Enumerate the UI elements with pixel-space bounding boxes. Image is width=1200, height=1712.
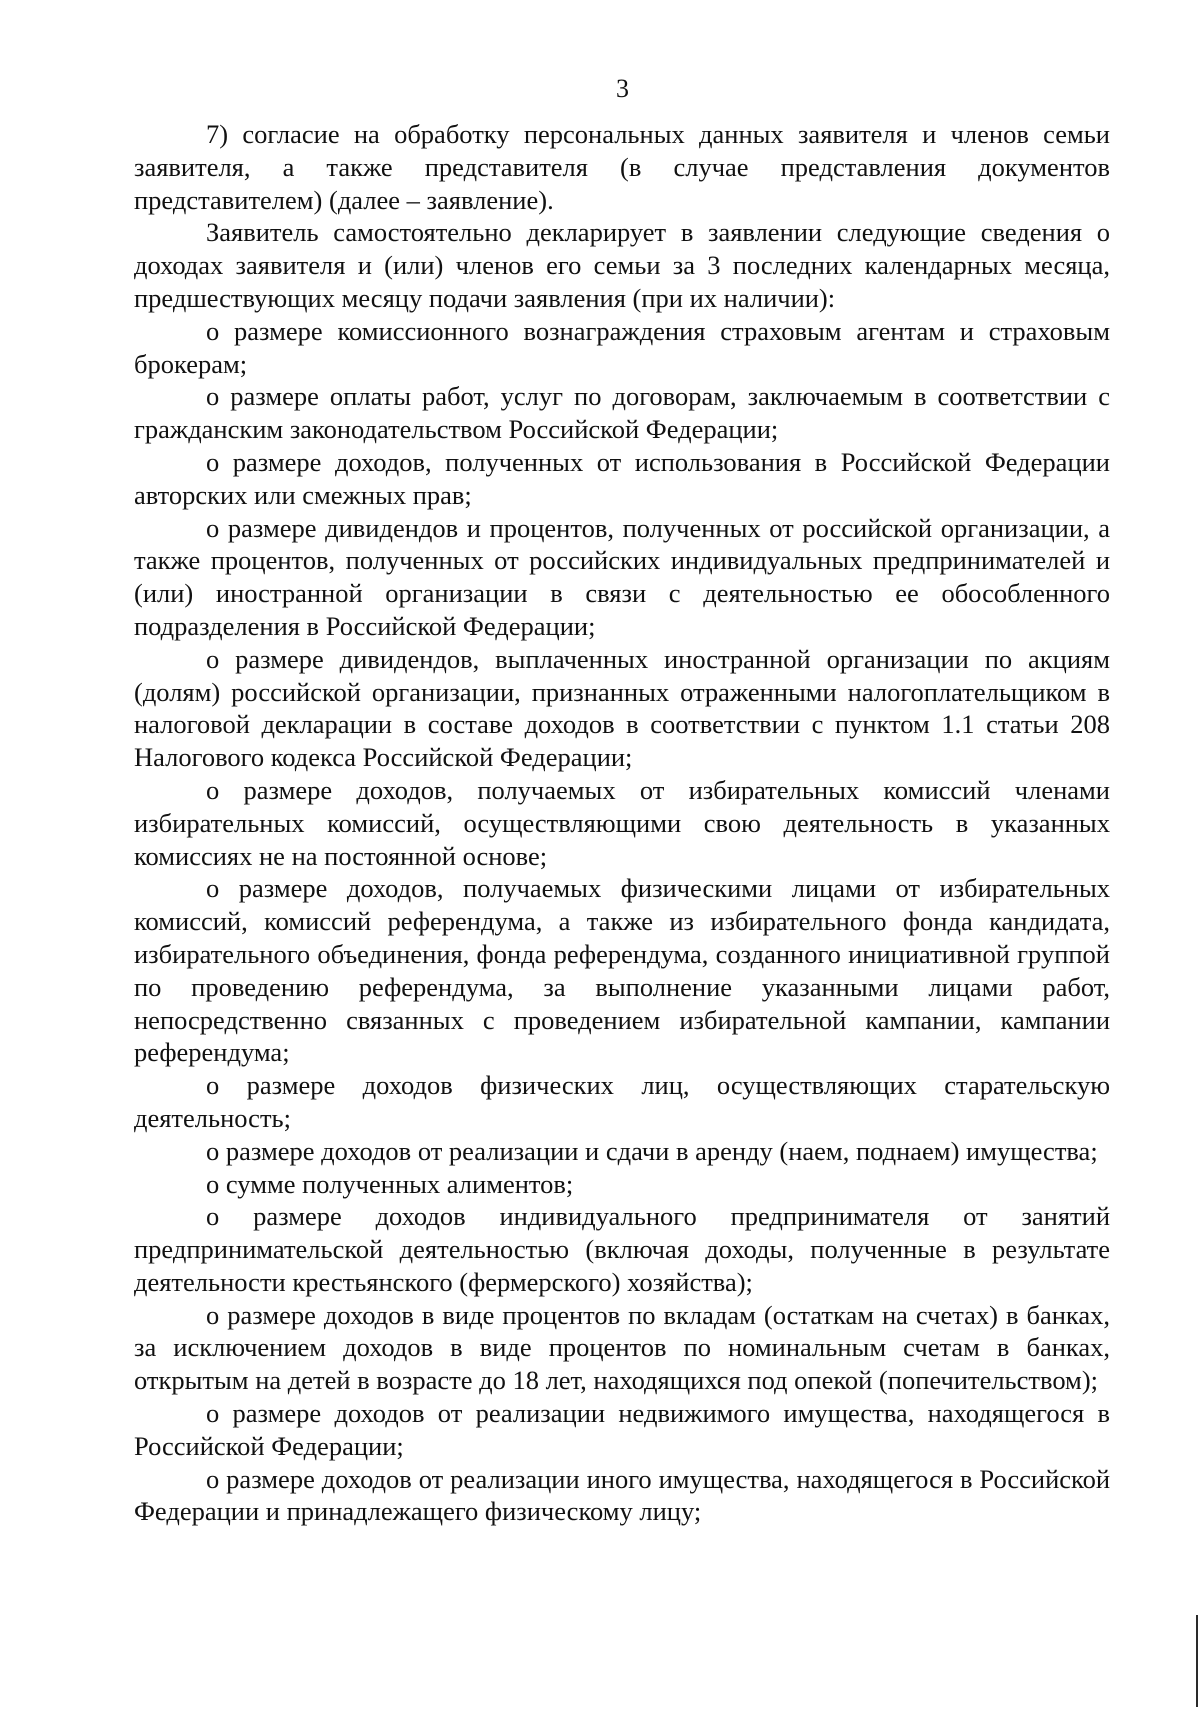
page-number: 3 [616,74,629,103]
list-item-property-rent: о размере доходов от реализации и сдачи в аренду (наем, поднаем) имущества; [206,1135,1098,1166]
list-item-bank-deposits: о размере доходов в виде процентов по вкладам (остаткам на счетах) в банках, за исключением доходов в виде процентов по номинальным счетам в банках, открытым на детей в возрасте до 18 лет, находящихся под опекой (попечительством); [134,1299,1110,1396]
list-item-alimony: о сумме полученных алиментов; [206,1168,574,1199]
list-item-election-works: о размере доходов, получаемых физическими лицами от избирательных комиссий, комиссий референдума, а также из избирательного фонда кандидата, избирательного объединения, фонда референдума, созданного инициативной группой по проведению референдума, за выполнение указанными лицами работ, непосредственно связанных с проведением избирательной кампании, кампании референдума; [134,873,1110,1068]
paragraph-income-declaration: Заявитель самостоятельно декларирует в заявлении следующие сведения о доходах заявителя и (или) членов его семьи за 3 последних календарных месяца, предшествующих месяцу подачи заявления (при их наличии): [134,217,1110,313]
list-item-dividends-interest: о размере дивидендов и процентов, полученных от российской организации, а также процентов, полученных от российских индивидуальных предпринимателей и (или) иностранной организации в связи с деятельностью ее обособленного подразделения в Российской Федерации; [134,512,1110,641]
list-item-prospecting: о размере доходов физических лиц, осуществляющих старательскую деятельность; [134,1070,1110,1133]
paragraph-consent: 7) согласие на обработку персональных данных заявителя и членов семьи заявителя, а также представителя (в случае представления документов представителем) (далее – заявление). [134,119,1110,215]
list-item-election-commission-members: о размере доходов, получаемых от избирательных комиссий членами избирательных комиссий, осуществляющими свою деятельность в указанных комиссиях не на постоянной основе; [134,774,1110,871]
list-item-civil-contracts: о размере оплаты работ, услуг по договорам, заключаемым в соответствии с гражданским законодательством Российской Федерации; [134,381,1110,445]
list-item-foreign-dividends: о размере дивидендов, выплаченных иностранной организации по акциям (долям) российской организации, признанных отраженными налогоплательщиком в налоговой декларации в составе доходов в соответствии с пунктом 1.1 статьи 208 Налогового кодекса Российской Федерации; [134,643,1110,773]
list-item-other-property-sale: о размере доходов от реализации иного имущества, находящегося в Российской Федерации и принадлежащего физическому лицу; [134,1463,1110,1527]
list-item-entrepreneur: о размере доходов индивидуального предпринимателя от занятий предпринимательской деятельностью (включая доходы, полученные в результате деятельности крестьянского (фермерского) хозяйства); [134,1201,1110,1297]
list-item-author-rights: о размере доходов, полученных от использования в Российской Федерации авторских или смежных прав; [134,446,1110,510]
scan-edge-mark [1196,1615,1198,1707]
document-body [134,118,1110,1528]
list-item-real-estate-sale: о размере доходов от реализации недвижимого имущества, находящегося в Российской Федерации; [134,1398,1110,1461]
list-item-insurance-commission: о размере комиссионного вознаграждения страховым агентам и страховым брокерам; [134,315,1110,379]
